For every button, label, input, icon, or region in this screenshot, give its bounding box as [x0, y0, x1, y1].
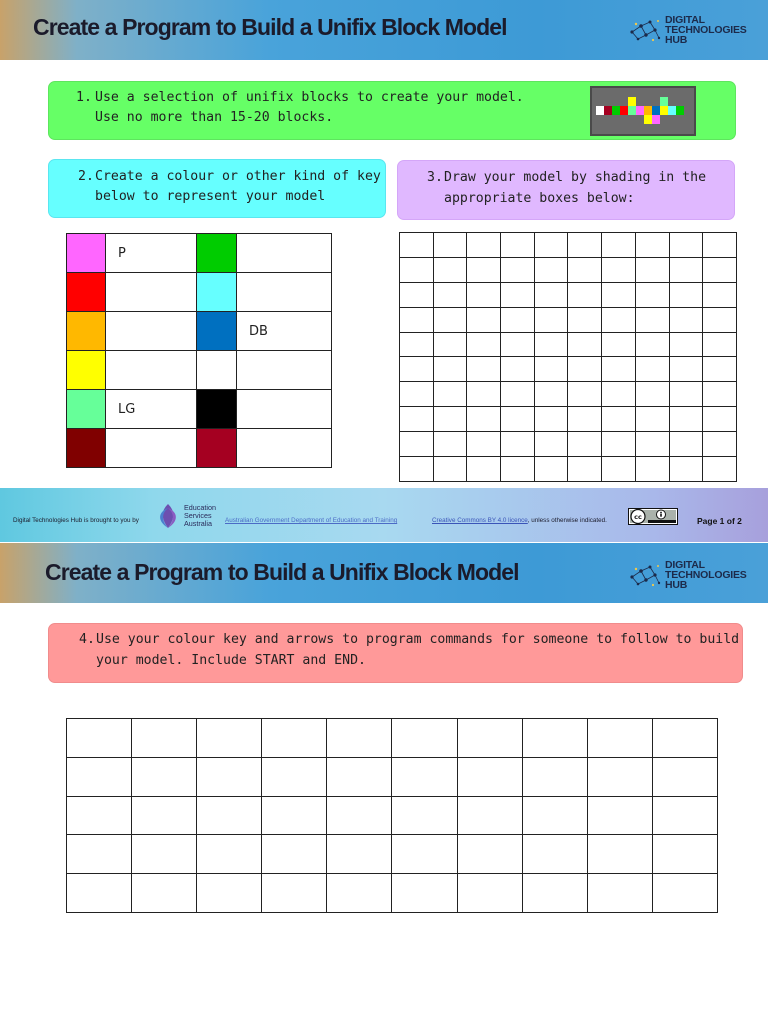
program-grid-cell[interactable]: [392, 796, 457, 835]
drawing-grid-cell[interactable]: [534, 282, 568, 307]
drawing-grid-row: [400, 257, 737, 282]
program-grid-cell[interactable]: [132, 719, 197, 758]
drawing-grid-cell[interactable]: [703, 457, 737, 482]
drawing-grid-cell[interactable]: [635, 457, 669, 482]
digital-technologies-hub-logo: [628, 14, 748, 48]
model-drawing-grid: [399, 232, 737, 482]
logo-line-1: DIGITAL: [665, 559, 705, 571]
drawing-grid-cell[interactable]: [635, 332, 669, 357]
drawing-grid-row: [400, 407, 737, 432]
drawing-grid-cell[interactable]: [703, 382, 737, 407]
program-grid-cell[interactable]: [197, 796, 262, 835]
key-label-cell[interactable]: [237, 390, 332, 429]
drawing-grid-cell[interactable]: [467, 257, 501, 282]
program-grid-cell[interactable]: [392, 835, 457, 874]
key-label-cell[interactable]: DB: [237, 312, 332, 351]
drawing-grid-cell[interactable]: [501, 282, 535, 307]
drawing-grid-cell[interactable]: [400, 307, 434, 332]
program-grid-cell[interactable]: [587, 757, 652, 796]
drawing-grid-cell[interactable]: [568, 457, 602, 482]
key-row: [67, 351, 332, 390]
esa-logo-text: [184, 504, 216, 528]
drawing-grid-cell[interactable]: [400, 432, 434, 457]
key-colour-swatch: [197, 429, 237, 468]
footer-brought-by: Digital Technologies Hub is brought to you by: [13, 517, 139, 524]
drawing-grid-cell[interactable]: [433, 307, 467, 332]
drawing-grid-cell[interactable]: [534, 382, 568, 407]
drawing-grid-row: [400, 357, 737, 382]
program-grid-cell[interactable]: [652, 835, 717, 874]
drawing-grid-cell[interactable]: [635, 357, 669, 382]
logo-line-2: TECHNOLOGIES: [665, 24, 747, 36]
drawing-grid-cell[interactable]: [534, 307, 568, 332]
step-3-number: 3.: [427, 170, 443, 185]
program-grid-cell[interactable]: [522, 796, 587, 835]
drawing-grid-cell[interactable]: [501, 257, 535, 282]
drawing-grid-cell[interactable]: [433, 432, 467, 457]
drawing-grid-cell[interactable]: [602, 457, 636, 482]
drawing-grid-cell[interactable]: [501, 233, 535, 258]
key-label-cell[interactable]: [106, 312, 197, 351]
page1-header-banner: [0, 0, 768, 60]
drawing-grid-cell[interactable]: [467, 332, 501, 357]
drawing-grid-cell[interactable]: [534, 432, 568, 457]
key-colour-swatch: [67, 312, 106, 351]
creative-commons-badge-icon: [628, 508, 678, 525]
drawing-grid-cell[interactable]: [602, 233, 636, 258]
drawing-grid-cell[interactable]: [669, 307, 703, 332]
key-label-cell[interactable]: [106, 273, 197, 312]
program-grid-cell[interactable]: [132, 796, 197, 835]
program-grid-cell[interactable]: [392, 757, 457, 796]
key-label-cell[interactable]: [237, 234, 332, 273]
program-grid-cell[interactable]: [457, 757, 522, 796]
drawing-grid-cell[interactable]: [433, 233, 467, 258]
drawing-grid-cell[interactable]: [400, 457, 434, 482]
key-row: [67, 312, 332, 351]
key-colour-swatch: [197, 351, 237, 390]
key-row: [67, 234, 332, 273]
drawing-grid-cell[interactable]: [501, 332, 535, 357]
program-grid-cell[interactable]: [392, 874, 457, 913]
esa-logo-icon: [155, 502, 181, 530]
page-number: Page 1 of 2: [697, 516, 742, 526]
program-grid-cell[interactable]: [522, 874, 587, 913]
program-grid-cell[interactable]: [587, 796, 652, 835]
program-grid-cell[interactable]: [132, 835, 197, 874]
drawing-grid-cell[interactable]: [635, 257, 669, 282]
key-colour-swatch: [197, 273, 237, 312]
drawing-grid-row: [400, 432, 737, 457]
program-grid-cell[interactable]: [67, 719, 132, 758]
drawing-grid-cell[interactable]: [568, 257, 602, 282]
drawing-grid-cell[interactable]: [568, 332, 602, 357]
drawing-grid-cell[interactable]: [703, 407, 737, 432]
program-grid-row: [67, 835, 718, 874]
drawing-grid-cell[interactable]: [433, 282, 467, 307]
program-grid-cell[interactable]: [67, 874, 132, 913]
drawing-grid-cell[interactable]: [433, 357, 467, 382]
logo-line-1: DIGITAL: [665, 14, 705, 26]
drawing-grid-cell[interactable]: [534, 357, 568, 382]
program-grid-cell[interactable]: [587, 874, 652, 913]
drawing-grid-cell[interactable]: [703, 233, 737, 258]
logo-line-3: HUB: [665, 34, 688, 46]
drawing-grid-row: [400, 233, 737, 258]
program-grid-cell[interactable]: [67, 796, 132, 835]
program-grid-cell[interactable]: [652, 796, 717, 835]
drawing-grid-cell[interactable]: [703, 432, 737, 457]
key-label-cell[interactable]: [106, 429, 197, 468]
step-3-line-1: Draw your model by shading in the: [444, 170, 707, 185]
key-colour-swatch: [67, 351, 106, 390]
step-2-number: 2.: [78, 169, 94, 184]
program-grid-cell[interactable]: [262, 874, 327, 913]
drawing-grid-cell[interactable]: [501, 457, 535, 482]
key-colour-swatch: [67, 234, 106, 273]
program-grid-row: [67, 719, 718, 758]
drawing-grid-row: [400, 282, 737, 307]
drawing-grid-cell[interactable]: [669, 332, 703, 357]
logo-line-3: HUB: [665, 579, 688, 591]
drawing-grid-cell[interactable]: [568, 282, 602, 307]
drawing-grid-row: [400, 382, 737, 407]
key-label-cell[interactable]: [237, 273, 332, 312]
key-label-cell[interactable]: P: [106, 234, 197, 273]
esa-line-3: Australia: [184, 519, 212, 528]
unifix-model-photo: [590, 86, 696, 136]
step-1-line-1: Use a selection of unifix blocks to create your model.: [95, 90, 524, 105]
drawing-grid-cell[interactable]: [602, 332, 636, 357]
program-grid-cell[interactable]: [327, 757, 392, 796]
drawing-grid-row: [400, 307, 737, 332]
program-grid-cell[interactable]: [197, 757, 262, 796]
drawing-grid-cell[interactable]: [400, 233, 434, 258]
program-grid-cell[interactable]: [327, 874, 392, 913]
step-1-box: [48, 81, 736, 140]
program-grid-cell[interactable]: [197, 719, 262, 758]
step-1-number: 1.: [76, 90, 92, 105]
drawing-grid-cell[interactable]: [501, 382, 535, 407]
program-grid-cell[interactable]: [652, 874, 717, 913]
drawing-grid-cell[interactable]: [433, 407, 467, 432]
drawing-grid-cell[interactable]: [568, 407, 602, 432]
drawing-grid-cell[interactable]: [602, 307, 636, 332]
drawing-grid-cell[interactable]: [400, 282, 434, 307]
step-1-line-2: Use no more than 15-20 blocks.: [95, 110, 334, 125]
key-colour-swatch: [197, 234, 237, 273]
program-grid-cell[interactable]: [132, 874, 197, 913]
drawing-grid-cell[interactable]: [568, 382, 602, 407]
drawing-grid-cell[interactable]: [635, 407, 669, 432]
page-2-title: Create a Program to Build a Unifix Block Model: [45, 559, 519, 585]
program-grid-cell[interactable]: [457, 796, 522, 835]
key-row: [67, 429, 332, 468]
drawing-grid-cell[interactable]: [568, 357, 602, 382]
key-colour-swatch: [67, 390, 106, 429]
drawing-grid-cell[interactable]: [602, 432, 636, 457]
drawing-grid-cell[interactable]: [703, 357, 737, 382]
program-grid-cell[interactable]: [457, 874, 522, 913]
drawing-grid-cell[interactable]: [467, 307, 501, 332]
program-grid-cell[interactable]: [652, 719, 717, 758]
drawing-grid-cell[interactable]: [467, 432, 501, 457]
esa-line-1: Education: [184, 503, 216, 512]
program-grid-cell[interactable]: [457, 719, 522, 758]
program-grid-cell[interactable]: [197, 874, 262, 913]
licence-text: [432, 517, 607, 524]
drawing-grid-cell[interactable]: [635, 233, 669, 258]
drawing-grid-cell[interactable]: [400, 382, 434, 407]
drawing-grid-cell[interactable]: [400, 332, 434, 357]
program-grid-cell[interactable]: [457, 835, 522, 874]
drawing-grid-cell[interactable]: [467, 233, 501, 258]
key-row: [67, 273, 332, 312]
key-colour-swatch: [197, 312, 237, 351]
step-4-line-2: your model. Include START and END.: [96, 653, 366, 668]
step-3-box: [397, 160, 735, 220]
program-grid-cell[interactable]: [522, 719, 587, 758]
page-title: Create a Program to Build a Unifix Block Model: [33, 14, 507, 40]
step-2-box: [48, 159, 386, 218]
program-grid-cell[interactable]: [392, 719, 457, 758]
drawing-grid-cell[interactable]: [534, 233, 568, 258]
drawing-grid-cell[interactable]: [433, 457, 467, 482]
drawing-grid-cell[interactable]: [501, 432, 535, 457]
svg-text:cc: cc: [634, 513, 642, 521]
drawing-grid-cell[interactable]: [669, 357, 703, 382]
drawing-grid-cell[interactable]: [669, 282, 703, 307]
gov-department-link[interactable]: Australian Government Department of Education and Training: [225, 517, 398, 524]
page2-header-banner: [0, 543, 768, 603]
drawing-grid-row: [400, 457, 737, 482]
drawing-grid-cell[interactable]: [635, 382, 669, 407]
program-grid-cell[interactable]: [197, 835, 262, 874]
program-grid-cell[interactable]: [327, 796, 392, 835]
colour-key-table: [66, 233, 332, 468]
drawing-grid-cell[interactable]: [534, 257, 568, 282]
digital-technologies-hub-logo-2: [628, 559, 748, 593]
drawing-grid-cell[interactable]: [568, 432, 602, 457]
drawing-grid-cell[interactable]: [534, 332, 568, 357]
drawing-grid-cell[interactable]: [703, 257, 737, 282]
drawing-grid-cell[interactable]: [635, 307, 669, 332]
program-grid-cell[interactable]: [262, 796, 327, 835]
drawing-grid-cell[interactable]: [703, 307, 737, 332]
drawing-grid-cell[interactable]: [703, 282, 737, 307]
key-label-cell[interactable]: [237, 351, 332, 390]
drawing-grid-cell[interactable]: [669, 257, 703, 282]
drawing-grid-cell[interactable]: [467, 407, 501, 432]
program-grid-cell[interactable]: [652, 757, 717, 796]
step-4-box: [48, 623, 743, 683]
drawing-grid-cell[interactable]: [669, 432, 703, 457]
drawing-grid-cell[interactable]: [467, 457, 501, 482]
program-grid-cell[interactable]: [67, 757, 132, 796]
key-colour-swatch: [67, 429, 106, 468]
page-footer: [0, 488, 768, 542]
program-grid-cell[interactable]: [262, 719, 327, 758]
step-2-line-2: below to represent your model: [95, 189, 326, 204]
drawing-grid-cell[interactable]: [669, 233, 703, 258]
drawing-grid-cell[interactable]: [602, 407, 636, 432]
cc-licence-link[interactable]: Creative Commons BY 4.0 licence: [432, 517, 528, 524]
program-grid-cell[interactable]: [262, 757, 327, 796]
logo-line-2: TECHNOLOGIES: [665, 569, 747, 581]
drawing-grid-cell[interactable]: [669, 382, 703, 407]
key-colour-swatch: [197, 390, 237, 429]
network-icon: [628, 561, 662, 589]
drawing-grid-cell[interactable]: [501, 357, 535, 382]
program-grid-row: [67, 757, 718, 796]
program-grid-row: [67, 874, 718, 913]
program-grid-cell[interactable]: [262, 835, 327, 874]
drawing-grid-cell[interactable]: [501, 407, 535, 432]
licence-suffix: , unless otherwise indicated.: [527, 517, 607, 524]
drawing-grid-cell[interactable]: [602, 357, 636, 382]
drawing-grid-cell[interactable]: [433, 257, 467, 282]
drawing-grid-cell[interactable]: [703, 332, 737, 357]
drawing-grid-cell[interactable]: [400, 257, 434, 282]
program-grid-cell[interactable]: [132, 757, 197, 796]
program-grid-cell[interactable]: [587, 719, 652, 758]
drawing-grid-cell[interactable]: [602, 382, 636, 407]
drawing-grid-cell[interactable]: [669, 457, 703, 482]
drawing-grid-cell[interactable]: [534, 407, 568, 432]
key-label-cell[interactable]: [237, 429, 332, 468]
program-commands-grid: [66, 718, 718, 913]
drawing-grid-cell[interactable]: [467, 357, 501, 382]
program-grid-cell[interactable]: [522, 835, 587, 874]
key-label-cell[interactable]: LG: [106, 390, 197, 429]
step-4-line-1: Use your colour key and arrows to program commands for someone to follow to build: [96, 632, 740, 647]
drawing-grid-cell[interactable]: [400, 357, 434, 382]
esa-line-2: Services: [184, 511, 212, 520]
step-4-number: 4.: [79, 632, 95, 647]
drawing-grid-cell[interactable]: [534, 457, 568, 482]
step-3-line-2: appropriate boxes below:: [444, 191, 635, 206]
step-2-line-1: Create a colour or other kind of key: [95, 169, 381, 184]
drawing-grid-cell[interactable]: [669, 407, 703, 432]
drawing-grid-cell[interactable]: [568, 307, 602, 332]
drawing-grid-cell[interactable]: [433, 332, 467, 357]
program-grid-row: [67, 796, 718, 835]
drawing-grid-cell[interactable]: [602, 282, 636, 307]
drawing-grid-cell[interactable]: [467, 382, 501, 407]
drawing-grid-cell[interactable]: [602, 257, 636, 282]
drawing-grid-cell[interactable]: [501, 307, 535, 332]
drawing-grid-cell[interactable]: [568, 233, 602, 258]
program-grid-cell[interactable]: [522, 757, 587, 796]
drawing-grid-cell[interactable]: [467, 282, 501, 307]
program-grid-cell[interactable]: [327, 835, 392, 874]
network-icon: [628, 16, 662, 44]
program-grid-cell[interactable]: [327, 719, 392, 758]
program-grid-cell[interactable]: [587, 835, 652, 874]
program-grid-cell[interactable]: [67, 835, 132, 874]
key-label-cell[interactable]: [106, 351, 197, 390]
drawing-grid-row: [400, 332, 737, 357]
drawing-grid-cell[interactable]: [635, 432, 669, 457]
key-colour-swatch: [67, 273, 106, 312]
key-row: [67, 390, 332, 429]
drawing-grid-cell[interactable]: [400, 407, 434, 432]
drawing-grid-cell[interactable]: [433, 382, 467, 407]
drawing-grid-cell[interactable]: [635, 282, 669, 307]
